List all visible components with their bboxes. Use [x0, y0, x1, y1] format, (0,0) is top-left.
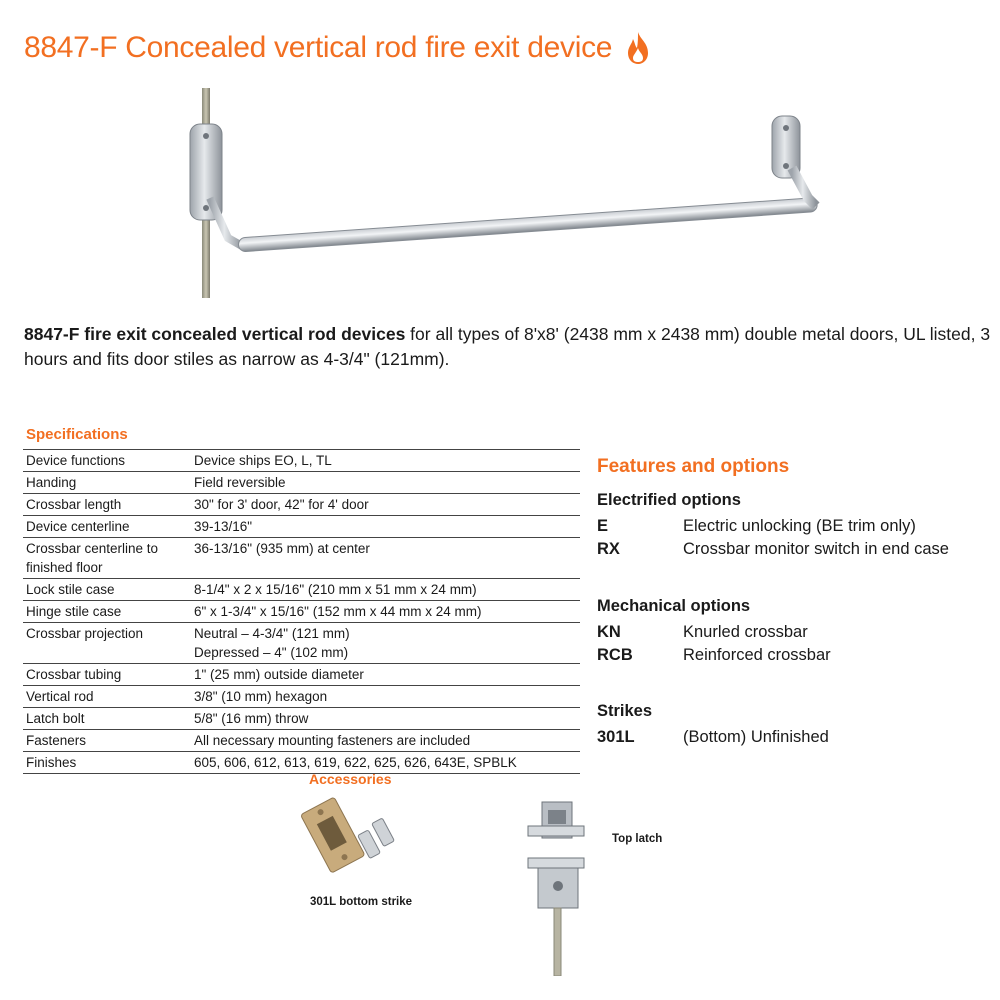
spec-label: Crossbar centerline to finished floor [23, 538, 192, 579]
spec-value [192, 730, 580, 752]
spec-value [192, 579, 580, 601]
spec-value-line: 36-13/16" (935 mm) at center [194, 541, 370, 556]
spec-label: Finishes [23, 752, 192, 774]
option-code: 301L [597, 728, 635, 746]
specifications-heading: Specifications [26, 426, 128, 443]
spec-row [23, 516, 580, 538]
spec-value [192, 494, 580, 516]
spec-row [23, 472, 580, 494]
strikes [597, 702, 987, 749]
features-heading: Features and options [597, 456, 790, 477]
mechanical-options [597, 597, 987, 667]
spec-label: Lock stile case [23, 579, 192, 601]
spec-label: Crossbar tubing [23, 664, 192, 686]
spec-label: Crossbar length [23, 494, 192, 516]
spec-label: Handing [23, 472, 192, 494]
spec-label: Hinge stile case [23, 601, 192, 623]
spec-row [23, 538, 580, 579]
option-code: RCB [597, 646, 633, 664]
spec-label: Device functions [23, 450, 192, 472]
spec-value-line: All necessary mounting fasteners are included [194, 733, 471, 748]
bottom-strike-image [300, 795, 410, 875]
spec-value-line: Device ships EO, L, TL [194, 453, 332, 468]
spec-value [192, 538, 580, 579]
feature-group-heading: Mechanical options [597, 597, 751, 615]
spec-label: Latch bolt [23, 708, 192, 730]
spec-row [23, 601, 580, 623]
intro-bold: 8847-F fire exit concealed vertical rod devices [24, 324, 406, 344]
spec-value [192, 450, 580, 472]
spec-row [23, 730, 580, 752]
spec-value [192, 623, 580, 664]
spec-value-line: 605, 606, 612, 613, 619, 622, 625, 626, 643E, SPBLK [194, 755, 517, 770]
option-description: Knurled crossbar [683, 623, 808, 641]
intro-paragraph [24, 322, 994, 372]
option-code: E [597, 517, 609, 535]
feature-group-heading: Strikes [597, 702, 653, 720]
spec-row [23, 494, 580, 516]
spec-label: Vertical rod [23, 686, 192, 708]
spec-value-line: 6" x 1-3/4" x 15/16" (152 mm x 44 mm x 24 mm) [194, 604, 482, 619]
page-title [24, 30, 654, 66]
feature-option [597, 621, 987, 644]
accessories-heading: Accessories [309, 771, 392, 787]
spec-value [192, 516, 580, 538]
option-description: (Bottom) Unfinished [683, 728, 829, 746]
spec-row [23, 450, 580, 472]
specifications-table [23, 449, 580, 774]
option-description: Electric unlocking (BE trim only) [683, 517, 916, 535]
spec-value [192, 472, 580, 494]
spec-row [23, 752, 580, 774]
spec-value [192, 708, 580, 730]
option-description: Reinforced crossbar [683, 646, 831, 664]
spec-value [192, 686, 580, 708]
spec-value-line: 39-13/16" [194, 519, 253, 534]
spec-value-line: 1" (25 mm) outside diameter [194, 667, 364, 682]
feature-option [597, 538, 987, 561]
bottom-strike-caption: 301L bottom strike [310, 896, 413, 908]
feature-option [597, 515, 987, 538]
top-latch-caption: Top latch [612, 833, 663, 845]
spec-row [23, 579, 580, 601]
spec-value-line: 5/8" (16 mm) throw [194, 711, 309, 726]
crossbar [238, 198, 818, 252]
top-latch-image [518, 796, 598, 976]
electrified-options [597, 491, 987, 561]
spec-value-line: Depressed – 4" (102 mm) [194, 645, 349, 660]
page-title-text: 8847-F Concealed vertical rod fire exit device [24, 31, 613, 64]
spec-value-line: 3/8" (10 mm) hexagon [194, 689, 328, 704]
spec-label: Device centerline [23, 516, 192, 538]
intro-text: for all types of 8'x8' (2438 mm x 2438 mm) double metal doors, UL listed, 3 hours and fits door stiles as narrow as 4-3/4" (121mm). [24, 324, 991, 369]
spec-row [23, 623, 580, 664]
spec-row [23, 708, 580, 730]
option-description: Crossbar monitor switch in end case [683, 540, 949, 558]
feature-option [597, 726, 987, 749]
spec-value [192, 664, 580, 686]
spec-label: Fasteners [23, 730, 192, 752]
feature-option [597, 644, 987, 667]
spec-row [23, 664, 580, 686]
option-code: RX [597, 540, 620, 558]
spec-value-line: 30" for 3' door, 42" for 4' door [194, 497, 369, 512]
spec-label: Crossbar projection [23, 623, 192, 664]
spec-value-line: Neutral – 4-3/4" (121 mm) [194, 626, 350, 641]
feature-group-heading: Electrified options [597, 491, 741, 509]
spec-value-line: 8-1/4" x 2 x 15/16" (210 mm x 51 mm x 24 mm) [194, 582, 477, 597]
flame-icon [622, 30, 654, 66]
option-code: KN [597, 623, 621, 641]
exit-device-image [180, 88, 840, 298]
spec-value-line: Field reversible [194, 475, 286, 490]
spec-value [192, 601, 580, 623]
spec-row [23, 686, 580, 708]
